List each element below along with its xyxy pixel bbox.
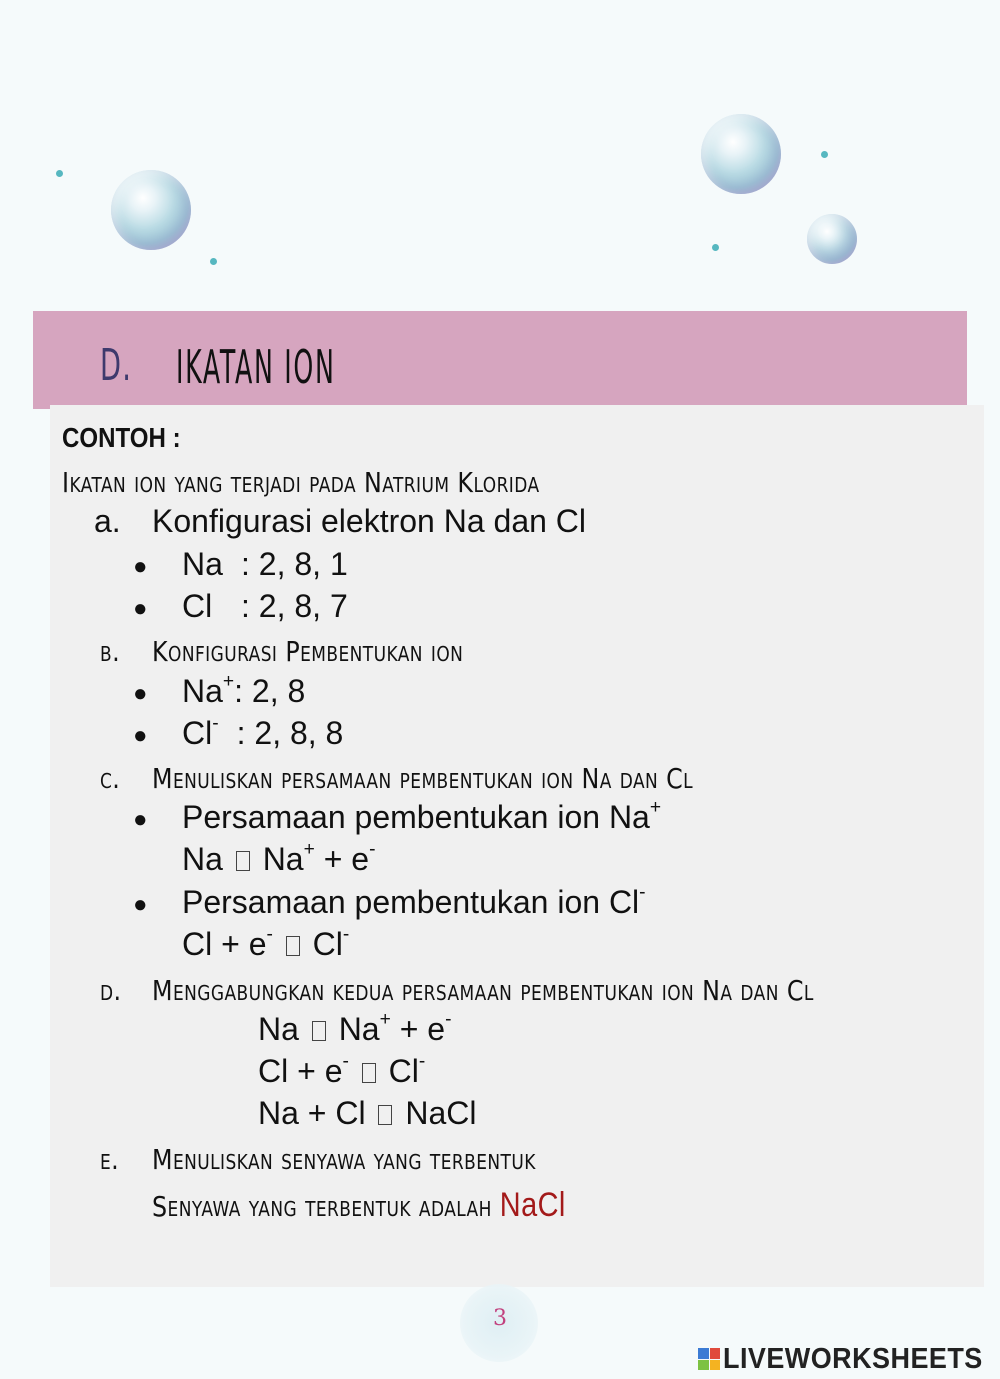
- dot-decoration: [821, 151, 828, 158]
- reaction-arrow-icon: [378, 1105, 392, 1125]
- intro-text: Ikatan ion yang terjadi pada Natrium Klorida: [62, 466, 540, 499]
- result-compound: NaCl: [499, 1186, 566, 1224]
- equation-label: Persamaan pembentukan ion Cl-: [182, 882, 646, 920]
- equation-line: Na + Cl NaCl: [258, 1095, 477, 1131]
- section-a-title: Konfigurasi elektron Na dan Cl: [152, 503, 587, 539]
- page-number: 3: [493, 1306, 507, 1331]
- equation-line: Na Na+ + e-: [258, 1009, 452, 1047]
- bubble-decoration: [701, 114, 781, 194]
- section-header-band: [33, 311, 967, 409]
- element-symbol: Cl: [182, 588, 213, 624]
- page-number-badge: [460, 1284, 538, 1362]
- section-e-title: Menuliskan senyawa yang terbentuk: [152, 1143, 536, 1176]
- bullet-icon: ●: [133, 891, 148, 918]
- reaction-arrow-icon: [362, 1063, 376, 1083]
- bullet-icon: ●: [133, 595, 148, 622]
- list-marker: a.: [94, 503, 121, 539]
- list-marker: b.: [100, 635, 121, 668]
- reaction-arrow-icon: [312, 1021, 326, 1041]
- dot-decoration: [56, 170, 63, 177]
- list-marker: c.: [100, 762, 121, 795]
- bubble-decoration: [111, 170, 191, 250]
- bubble-decoration: [807, 214, 857, 264]
- electron-config: : 2, 8, 7: [241, 588, 348, 624]
- section-c-title: Menuliskan persamaan pembentukan ion Na dan Cl: [152, 762, 694, 795]
- result-sentence: Senyawa yang terbentuk adalah NaCl: [152, 1186, 566, 1224]
- electron-config: : 2, 8, 1: [241, 546, 348, 582]
- bullet-icon: ●: [133, 806, 148, 833]
- bullet-icon: ●: [133, 680, 148, 707]
- contoh-label: CONTOH :: [62, 422, 181, 453]
- element-symbol: Na: [182, 546, 223, 582]
- list-marker: e.: [100, 1143, 120, 1176]
- ion-config-line: Na+: 2, 8: [182, 671, 306, 709]
- bullet-icon: ●: [133, 553, 148, 580]
- liveworksheets-logo[interactable]: [698, 1342, 1000, 1376]
- section-d-title: Menggabungkan kedua persamaan pembentukan ion Na dan Cl: [152, 974, 814, 1007]
- bullet-icon: ●: [133, 722, 148, 749]
- equation-line: Cl + e- Cl-: [258, 1051, 426, 1089]
- dot-decoration: [210, 258, 217, 265]
- list-marker: d.: [100, 974, 122, 1007]
- liveworksheets-logo-icon: [698, 1348, 720, 1370]
- section-letter: D.: [100, 340, 133, 391]
- reaction-arrow-icon: [286, 936, 300, 956]
- section-title: IKATAN ION: [176, 340, 336, 394]
- equation-line: Cl + e- Cl-: [182, 924, 350, 962]
- equation-line: Na Na+ + e-: [182, 839, 376, 877]
- equation-label: Persamaan pembentukan ion Na+: [182, 797, 662, 835]
- section-b-title: Konfigurasi Pembentukan ion: [152, 635, 464, 668]
- brand-name: LIVEWORKSHEETS: [723, 1342, 983, 1375]
- ion-config-line: Cl- : 2, 8, 8: [182, 713, 344, 751]
- reaction-arrow-icon: [236, 851, 250, 871]
- dot-decoration: [712, 244, 719, 251]
